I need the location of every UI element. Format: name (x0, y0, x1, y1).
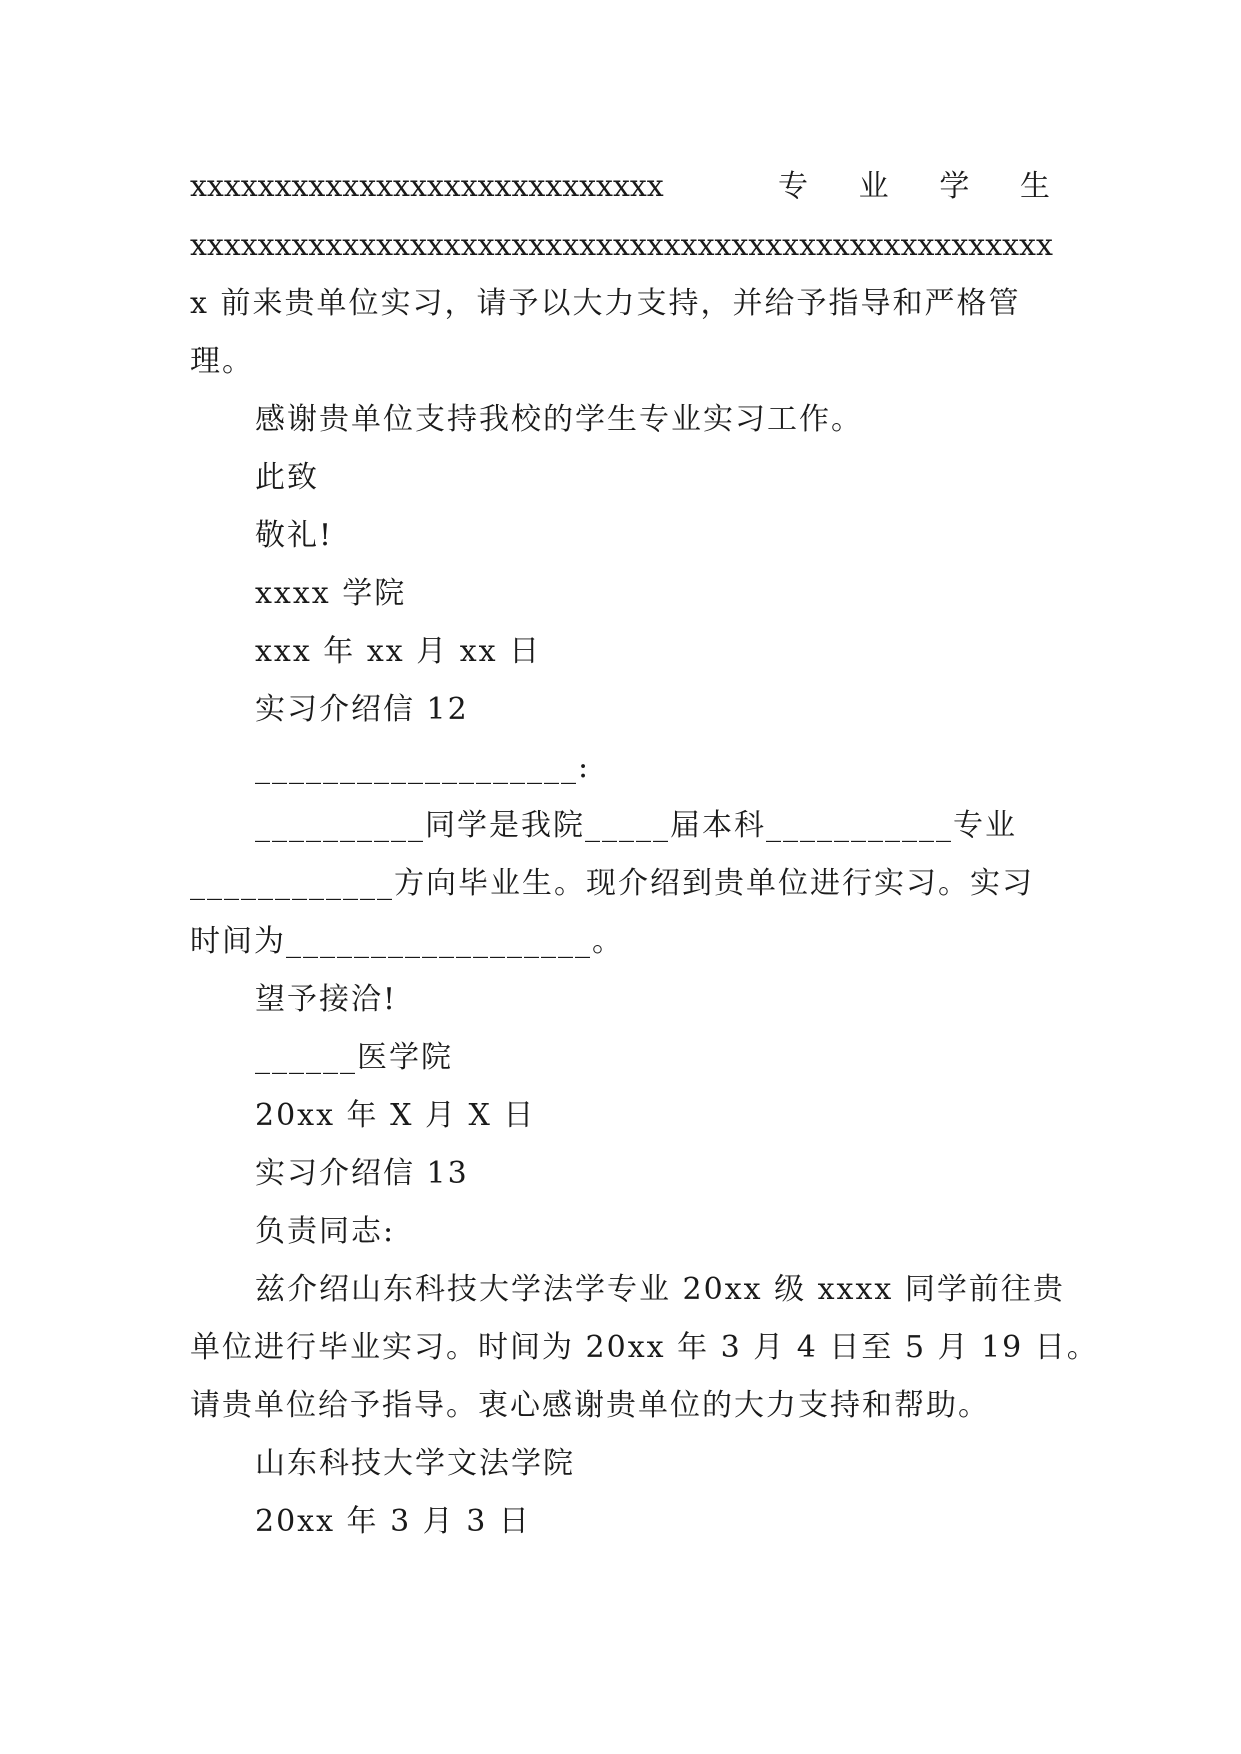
char: 学 (939, 169, 970, 204)
text-line-5: 感谢贵单位支持我校的学生专业实习工作。 (255, 402, 863, 437)
text-line-4: 理。 (190, 344, 254, 379)
text-line-19: 负责同志: (255, 1214, 396, 1249)
letter-heading-12: 实习介绍信 12 (255, 692, 469, 727)
text-line-9: xxx 年 xx 月 xx 日 (255, 634, 542, 669)
text-line-17: 20xx 年 X 月 X 日 (255, 1098, 536, 1133)
char: 专 (778, 169, 808, 204)
text-line-13: ____________方向毕业生。现介绍到贵单位进行实习。实习 (190, 866, 1034, 901)
spaced-heading (778, 167, 1050, 207)
char: 业 (858, 169, 889, 204)
text-line-12: __________同学是我院_____届本科___________专业 (255, 808, 1017, 843)
text-line-1 (190, 167, 1050, 207)
text-line-6: 此致 (255, 460, 319, 495)
text-line-21: 单位进行毕业实习。时间为 20xx 年 3 月 4 日至 5 月 19 日。 (190, 1330, 1099, 1365)
text-line-23: 山东科技大学文法学院 (255, 1446, 575, 1481)
text-line-3: x 前来贵单位实习，请予以大力支持，并给予指导和严格管 (190, 286, 1021, 321)
char: 生 (1019, 169, 1050, 204)
text-line-22: 请贵单位给予指导。衷心感谢贵单位的大力支持和帮助。 (190, 1388, 990, 1423)
text-line-14: 时间为__________________。 (190, 924, 624, 959)
text-line-24: 20xx 年 3 月 3 日 (255, 1504, 531, 1539)
letter-heading-13: 实习介绍信 13 (255, 1156, 469, 1191)
text-line-16: ______医学院 (255, 1040, 453, 1075)
text-line-8: xxxx 学院 (255, 576, 407, 611)
text-line-7: 敬礼! (255, 518, 334, 553)
text-line-2: xxxxxxxxxxxxxxxxxxxxxxxxxxxxxxxxxxxxxxxxxxxxxxxxxxx (190, 228, 1053, 263)
placeholder-x-run: xxxxxxxxxxxxxxxxxxxxxxxxxxxx (190, 169, 664, 204)
text-line-11: ___________________: (255, 750, 591, 785)
text-line-15: 望予接洽! (255, 982, 398, 1017)
text-line-20: 兹介绍山东科技大学法学专业 20xx 级 xxxx 同学前往贵 (255, 1272, 1065, 1307)
